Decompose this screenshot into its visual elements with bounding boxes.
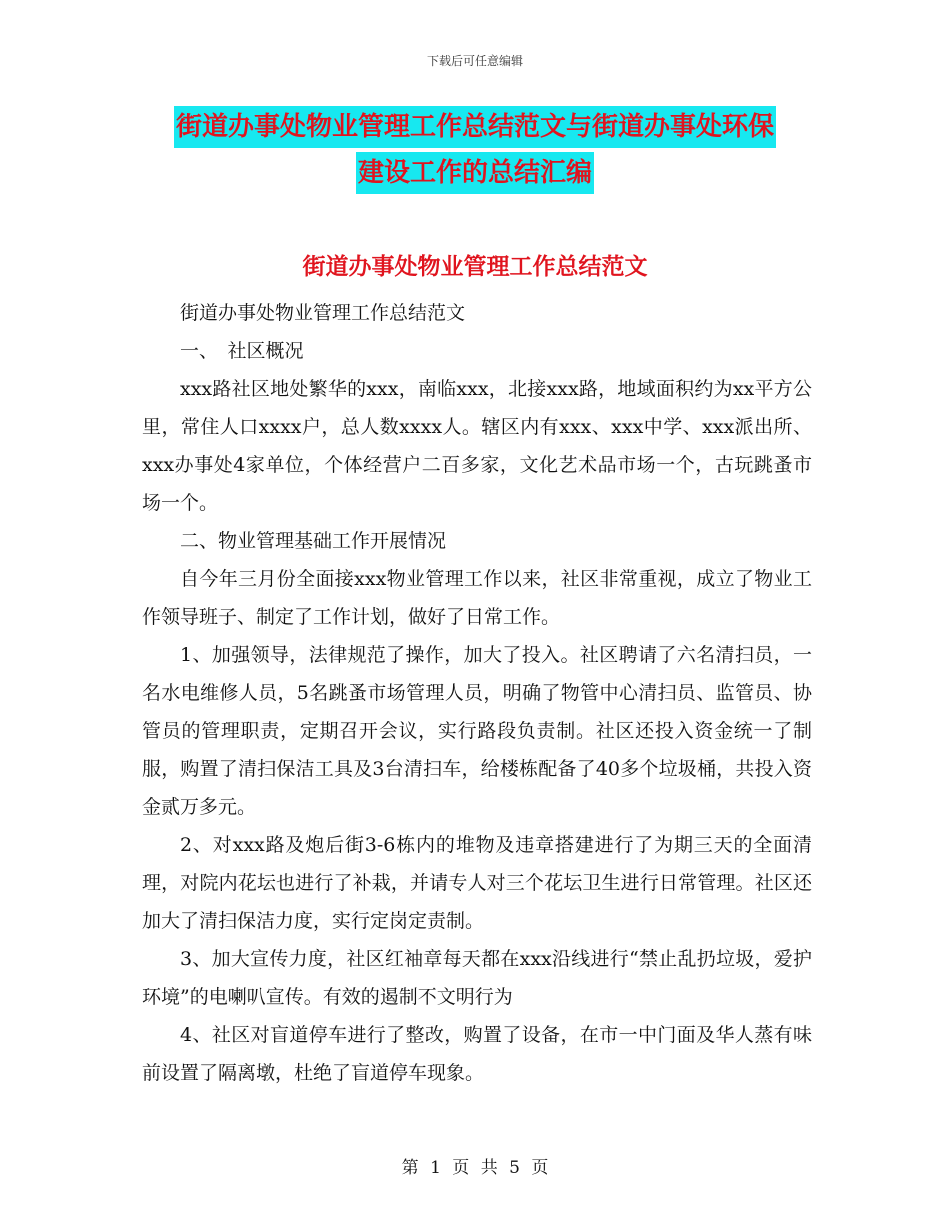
document-title-line-1 [0,114,950,140]
header-note: 下载后可任意编辑 [426,54,523,68]
paragraph-subtitle: 街道办事处物业管理工作总结范文 [180,302,466,324]
document-body [142,294,812,1092]
paragraph-heading-community-overview: 一、 社区概况 [180,340,304,362]
page-footer: 第 1 页 共 5 页 [401,1158,549,1178]
document-title-text-2: 建设工作的总结汇编 [356,152,594,194]
paragraph-item-4: 4、社区对盲道停车进行了整改，购置了设备，在市一中门面及华人蒸有味前设置了隔离墩，杜绝了盲道停车现象。 [142,1024,812,1084]
paragraph-community-overview: xxx路社区地处繁华的xxx，南临xxx，北接xxx路，地域面积约为xx平方公里，常住人口xxxx户，总人数xxxx人。辖区内有xxx、xxx中学、xxx派出所、xxx办事处4家单位，个体经营户二百多家，文化艺术品市场一个，古玩跳蚤市场一个。 [142,378,812,514]
section-title: 街道办事处物业管理工作总结范文 [302,254,648,280]
paragraph-item-2: 2、对xxx路及炮后街3-6栋内的堆物及违章搭建进行了为期三天的全面清理，对院内花坛也进行了补栽，并请专人对三个花坛卫生进行日常管理。社区还加大了清扫保洁力度，实行定岗定责制。 [142,834,812,932]
paragraph-item-3: 3、加大宣传力度，社区红袖章每天都在xxx沿线进行“禁止乱扔垃圾，爱护环境”的电喇叭宣传。有效的遏制不文明行为 [142,948,812,1008]
paragraph-item-1: 1、加强领导，法律规范了操作，加大了投入。社区聘请了六名清扫员，一名水电维修人员，5名跳蚤市场管理人员，明确了物管中心清扫员、监管员、协管员的管理职责，定期召开会议，实行路段负责制。社区还投入资金统一了制服，购置了清扫保洁工具及3台清扫车，给楼栋配备了40多个垃圾桶，共投入资金贰万多元。 [142,644,812,818]
document-title-line-2 [0,160,950,186]
paragraph-property-intro: 自今年三月份全面接xxx物业管理工作以来，社区非常重视，成立了物业工作领导班子、制定了工作计划，做好了日常工作。 [142,568,812,628]
document-title-text-1: 街道办事处物业管理工作总结范文与街道办事处环保 [174,106,776,148]
paragraph-heading-property-management: 二、物业管理基础工作开展情况 [180,530,447,552]
